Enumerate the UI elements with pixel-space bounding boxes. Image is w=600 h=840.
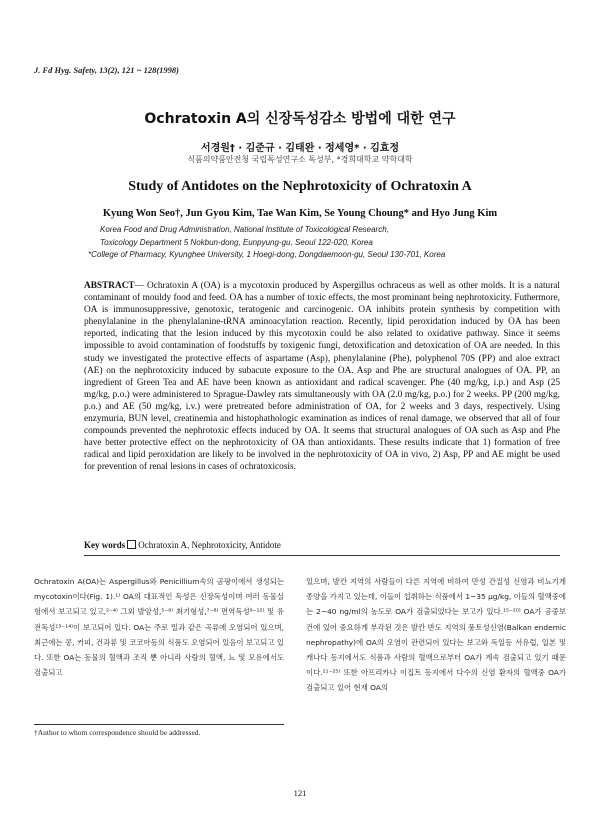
affiliation-line-3: *College of Pharmacy, Kyunghee University, 1 Hoegi-dong, Dongdaemoon-gu, Seoul 130-701, Korea [88, 250, 446, 259]
english-authors: Kyung Won Seo†, Jun Gyou Kim, Tae Wan Kim, Se Young Choung* and Hyo Jung Kim [102, 208, 498, 219]
abstract-text: — Ochratoxin A (OA) is a mycotoxin produced by Aspergillus ochraceus as well as other molds. It is a natural contaminant of mouldy food and feed. OA has a number of toxic effects, the most prominant being nephrotoxicity. Futhermore, OA is immunosuppressive, genotoxic, teratogenic and carcinogenic. OA inhibits protein synthesis by competition with phenylalanine in the phenylalanine-tRNA aminoacylation reaction. Recently, lipid peroxidation induced by OA has been reported, indicating that the lesion induced by this mycotoxin could be also related to oxidative pathway. Since it seems impossible to avoid contamination of foodstuffs by toxigenic fungi, detoxification and detoxication of OA are needed. In this study we investigated the protective effects of aspartame (Asp), phenylalanine (Phe), polyphenol 70S (PP) and aloe extract (AE) on the nephrotoxicity induced by subacute exposure to the OA. Asp and Phe are structural analogues of OA. PP, an ingredient of Green Tea and AE have been known as antioxidant and radical scavenger. Phe (40 mg/kg, i.p.) and Asp (25 mg/kg, p.o.) were administered to Sprague-Dawley rats simultaneously with OA (2.0 mg/kg, p.o.) for 2 weeks. PP (200 mg/kg, p.o.) and AE (50 mg/kg, i.v.) were pretreated before administration of OA, for 2 weeks and 3 days, respectively. Using enzymuria, BUN level, creatinemia and histophathologic examination as indices of renal damage, we observed that all of four compounds prevented the nephrotoxic effects induced by OA. It seems that structural analogues of OA such as Asp and Phe have better protective effect on the nephrotoxicity of OA than antioxidants. These results indicate that 1) formation of free radical and lipid peroxidation are likely to be involved in the nephrotoxicity of OA in vivo, 2) Asp, PP and AE might be used for prevention of renal lesions in cases of ochratoxicosis. [84, 281, 560, 473]
keywords-text: Ochratoxin A, Nephrotoxicity, Antidote [138, 540, 281, 550]
keywords-divider [84, 555, 560, 556]
keywords-label: Key words [84, 540, 126, 550]
english-affiliation [88, 224, 558, 262]
abstract-label: ABSTRACT [84, 281, 135, 291]
affiliation-line-1: Korea Food and Drug Administration, National Institute of Toxicological Research, [100, 225, 389, 234]
korean-affiliation: 식품의약품안전청 국립독성연구소 독성부, *경희대학교 약학대학 [187, 155, 413, 164]
journal-reference: J. Fd Hyg. Safety, 13(2), 121 ~ 128(1998) [34, 65, 179, 75]
footnote: †Author to whom correspondence should be addressed. [34, 728, 201, 737]
abstract [84, 280, 560, 474]
affiliation-line-2: Toxicology Department 5 Nokbun-dong, Eunpyung-gu, Seoul 122-020, Korea [100, 237, 373, 247]
body-column-right: 있으며, 발칸 지역의 사람들이 다른 지역에 비하여 만성 간질성 신염과 비뇨기계 종양을 가지고 있는데, 이들이 섭취하는 식품에서 1~35 μg/kg, 이들의 혈액중에는 2~40 ng/ml의 농도로 OA가 검출되었다는 보고가 있다.¹⁵⁻²⁰⁾ OA가 공중보건에 있어 중요하게 부각된 것은 발칸 반도 지역의 풍토성신염(Balkan endemic nephropathy)에 OA의 오염이 관련되어 있다는 보고와 독일등 서유럽, 일본 및 캐나다 등지에서도 식품과 사람의 혈액으로부터 OA가 계속 검출되고 있기 때문이다.²¹⁻²⁵⁾ 또한 아프리카나 이집트 등지에서 다수의 신염 환자의 혈액중 OA가 검출되고 있어 현재 OA의 [306, 577, 566, 693]
body-column-left: Ochratoxin A(OA)는 Aspergillus와 Penicillium속의 곰팡이에서 생성되는 mycotoxin이다(Fig. 1).¹⁾ OA의 대표적인 독성은 신장독성이며 여러 동물실험에서 보고되고 있고,²⁻⁴⁾ 그외 발암성,⁵⁻⁶⁾ 최기형성,⁷⁻⁸⁾ 면역독성⁹⁻¹²⁾ 및 유전독성¹³⁻¹⁴⁾이 보고되어 있다. OA는 주로 밀과 같은 곡류에 오염되어 있으며, 최근에는 콩, 커피, 건과류 및 코코아등의 식품도 오염되어 있음이 보고되고 있다. 또한 OA는 동물의 혈액과 조직 뿐 아니라 사람의 혈액, 뇨 및 모유에서도 검출되고 [34, 577, 284, 678]
footnote-divider [34, 724, 284, 725]
keywords [84, 540, 560, 550]
checkbox-square-icon [127, 540, 136, 549]
page-number: 121 [293, 788, 307, 798]
korean-authors: 서경원† · 김준규 · 김태완 · 정세영* · 김효정 [200, 143, 400, 154]
english-title: Study of Antidotes on the Nephrotoxicity of Ochratoxin A [128, 179, 472, 194]
korean-title: Ochratoxin A의 신장독성감소 방법에 대한 연구 [144, 111, 456, 127]
